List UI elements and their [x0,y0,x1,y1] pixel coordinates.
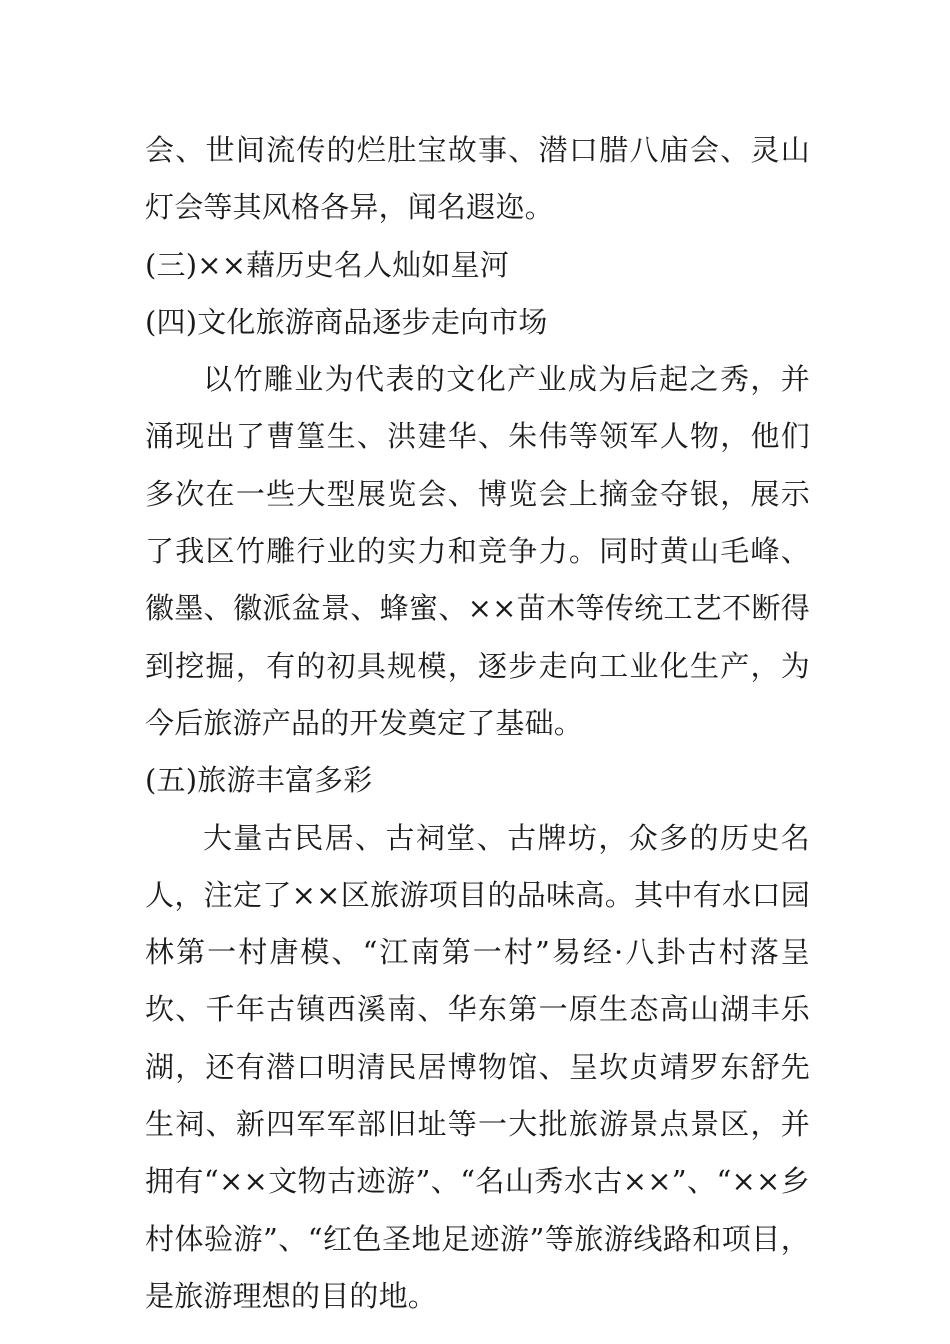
paragraph-tourism: 大量古民居、古祠堂、古牌坊，众多的历史名人，注定了××区旅游项目的品味高。其中有水口园林第一村唐模、“江南第一村”易经·八卦古村落呈坎、千年古镇西溪南、华东第一原生态高山湖丰乐湖，还有潜口明清民居博物馆、呈坎贞靖罗东舒先生祠、新四军军部旧址等一大批旅游景点景区，并拥有“××文物古迹游”、“名山秀水古××”、“××乡村体验游”、“红色圣地足迹游”等旅游线路和项目，是旅游理想的目的地。 [145,820,810,1313]
document-body [145,122,810,1325]
section-heading-3: (三)××藉历史名人灿如星河 [145,247,510,282]
paragraph-continued: 会、世间流传的烂肚宝故事、潜口腊八庙会、灵山灯会等其风格各异，闻名遐迩。 [145,133,810,225]
paragraph-bamboo-carving: 以竹雕业为代表的文化产业成为后起之秀，并涌现出了曹篁生、洪建华、朱伟等领军人物，他们多次在一些大型展览会、博览会上摘金夺银，展示了我区竹雕行业的实力和竞争力。同时黄山毛峰、徽墨、徽派盆景、蜂蜜、××苗木等传统工艺不断得到挖掘，有的初具规模，逐步走向工业化生产，为今后旅游产品的开发奠定了基础。 [145,362,810,740]
section-heading-4: (四)文化旅游商品逐步走向市场 [145,304,548,339]
section-heading-5: (五)旅游丰富多彩 [145,763,373,798]
